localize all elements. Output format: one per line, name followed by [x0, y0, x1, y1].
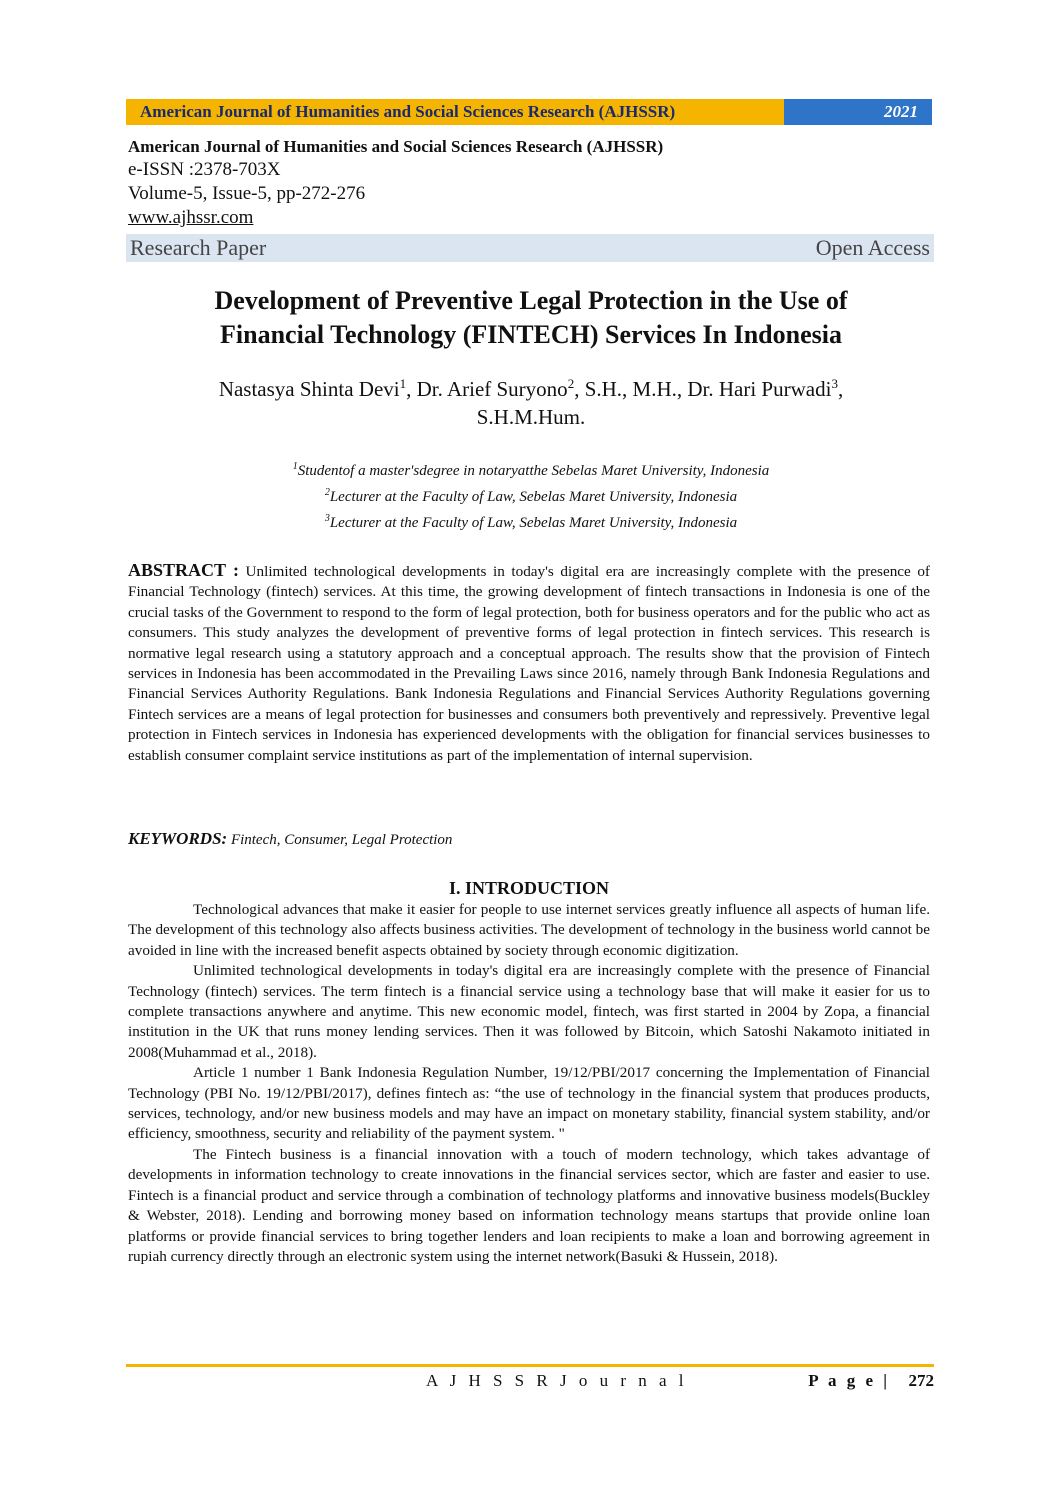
footer-page-label: P a g e |: [808, 1371, 890, 1390]
affiliation-3: [128, 508, 934, 534]
author-2: , Dr. Arief Suryono: [406, 377, 568, 401]
paper-type-bar: [126, 234, 934, 262]
affiliation-2-text: Lecturer at the Faculty of Law, Sebelas Maret University, Indonesia: [329, 489, 738, 505]
keywords-label: KEYWORDS:: [128, 829, 228, 848]
author-2-sup: 2: [567, 376, 575, 391]
affiliation-2: [128, 482, 934, 508]
journal-name: American Journal of Humanities and Social Sciences Research (AJHSSR): [128, 137, 664, 156]
affiliation-3-text: Lecturer at the Faculty of Law, Sebelas Maret University, Indonesia: [329, 515, 738, 531]
author-degree: S.H.M.Hum.: [476, 405, 586, 429]
footer-journal: A J H S S R J o u r n a l: [426, 1371, 688, 1390]
introduction-body: [128, 900, 930, 1267]
affiliation-3-sup: 3: [324, 513, 330, 524]
affiliation-1: [128, 456, 934, 482]
journal-banner: [126, 99, 932, 125]
author-3: , S.H., M.H., Dr. Hari Purwadi: [574, 377, 832, 401]
banner-journal-name: American Journal of Humanities and Social Sciences Research (AJHSSR): [126, 99, 784, 125]
intro-paragraph-1: Technological advances that make it easier for people to use internet services greatly influence all aspects of human life. The development of this technology also affects business activities. The development of technology in the business world cannot be avoided in line with the increased benefit aspects obtained by society through economic digitization.: [128, 901, 930, 959]
title-line-1: Development of Preventive Legal Protection in the Use of: [214, 286, 848, 315]
authors: [128, 370, 934, 431]
author-3-tail: ,: [837, 377, 844, 401]
journal-meta: [128, 136, 934, 230]
author-3-sup: 3: [831, 376, 838, 391]
page-footer: [126, 1371, 934, 1397]
footer-divider: [126, 1364, 934, 1367]
access-type: Open Access: [815, 235, 930, 260]
keywords-text: Fintech, Consumer, Legal Protection: [230, 832, 453, 848]
affiliation-2-sup: 2: [324, 487, 330, 498]
paper-type: Research Paper: [130, 235, 267, 260]
affiliation-1-text: Studentof a master'sdegree in notaryatthe Sebelas Maret University, Indonesia: [297, 463, 770, 479]
banner-year: 2021: [784, 99, 932, 125]
abstract-text: Unlimited technological developments in today's digital era are increasingly complete with the presence of Financial Technology (fintech) services. At this time, the growing development of fintech transactions in Indonesia is one of the crucial tasks of the Government to respond to the form of legal protection, both for business operators and for the public who act as consumers. This study analyzes the development of preventive forms of legal protection in fintech services. This research is normative legal research using a statutory approach and a conceptual approach. The results show that the provision of Fintech services in Indonesia has been accommodated in the Prevailing Laws since 2016, namely through Bank Indonesia Regulations and Financial Services Authority Regulations. Bank Indonesia Regulations and Financial Services Authority Regulations governing Fintech services are a means of legal protection for businesses and consumers both preventively and repressively. Preventive legal protection in Fintech services in Indonesia has experienced developments with the obligation for financial services businesses to establish consumer complaint service institutions as part of the implementation of internal supervision.: [128, 563, 930, 764]
affiliation-1-sup: 1: [292, 461, 298, 472]
journal-website-link[interactable]: www.ajhssr.com: [128, 207, 254, 228]
volume-issue: Volume-5, Issue-5, pp-272-276: [128, 183, 366, 204]
intro-paragraph-3: Article 1 number 1 Bank Indonesia Regulation Number, 19/12/PBI/2017 concerning the Implementation of Financial Technology (PBI No. 19/12/PBI/2017), defines fintech as: “the use of technology in the financial system that produces products, services, technology, and/or new business models and may have an impact on monetary stability, financial system stability, and/or efficiency, smoothness, security and reliability of the payment system. ": [128, 1064, 930, 1143]
intro-paragraph-4: The Fintech business is a financial innovation with a touch of modern technology, which takes advantage of developments in information technology to create innovations in the financial services sector, which are faster and easier to use. Fintech is a financial product and service through a combination of technology platforms and innovative business models(Buckley & Webster, 2018). Lending and borrowing money based on information technology means startups that provide online loan platforms or provide financial services to bring together lenders and loan recipients to make a loan and borrowing agreement in rupiah currency directly through an electronic system using the internet network(Basuki & Hussein, 2018).: [128, 1145, 930, 1265]
eissn: e-ISSN :2378-703X: [128, 159, 281, 180]
keywords: [128, 828, 930, 851]
abstract: [128, 560, 930, 766]
affiliations: [128, 456, 934, 534]
abstract-label: ABSTRACT :: [128, 560, 239, 580]
section-heading: I. INTRODUCTION: [448, 878, 610, 898]
title-line-2: Financial Technology (FINTECH) Services In Indonesia: [220, 320, 842, 349]
author-1-sup: 1: [399, 376, 407, 391]
author-1: Nastasya Shinta Devi: [218, 377, 400, 401]
footer-page-number: 272: [908, 1371, 934, 1390]
intro-paragraph-2: Unlimited technological developments in today's digital era are increasingly complete with the presence of Financial Technology (fintech) services. The term fintech is a financial service using a technology base that will make it easier for us to complete transactions anywhere and anytime. This new economic model, fintech, was first started in 2004 by Zopa, a financial institution in the UK that runs money lending services. Then it was followed by Bitcoin, which Satoshi Nakamoto initiated in 2008(Muhammad et al., 2018).: [128, 962, 930, 1061]
paper-title: [128, 284, 934, 352]
